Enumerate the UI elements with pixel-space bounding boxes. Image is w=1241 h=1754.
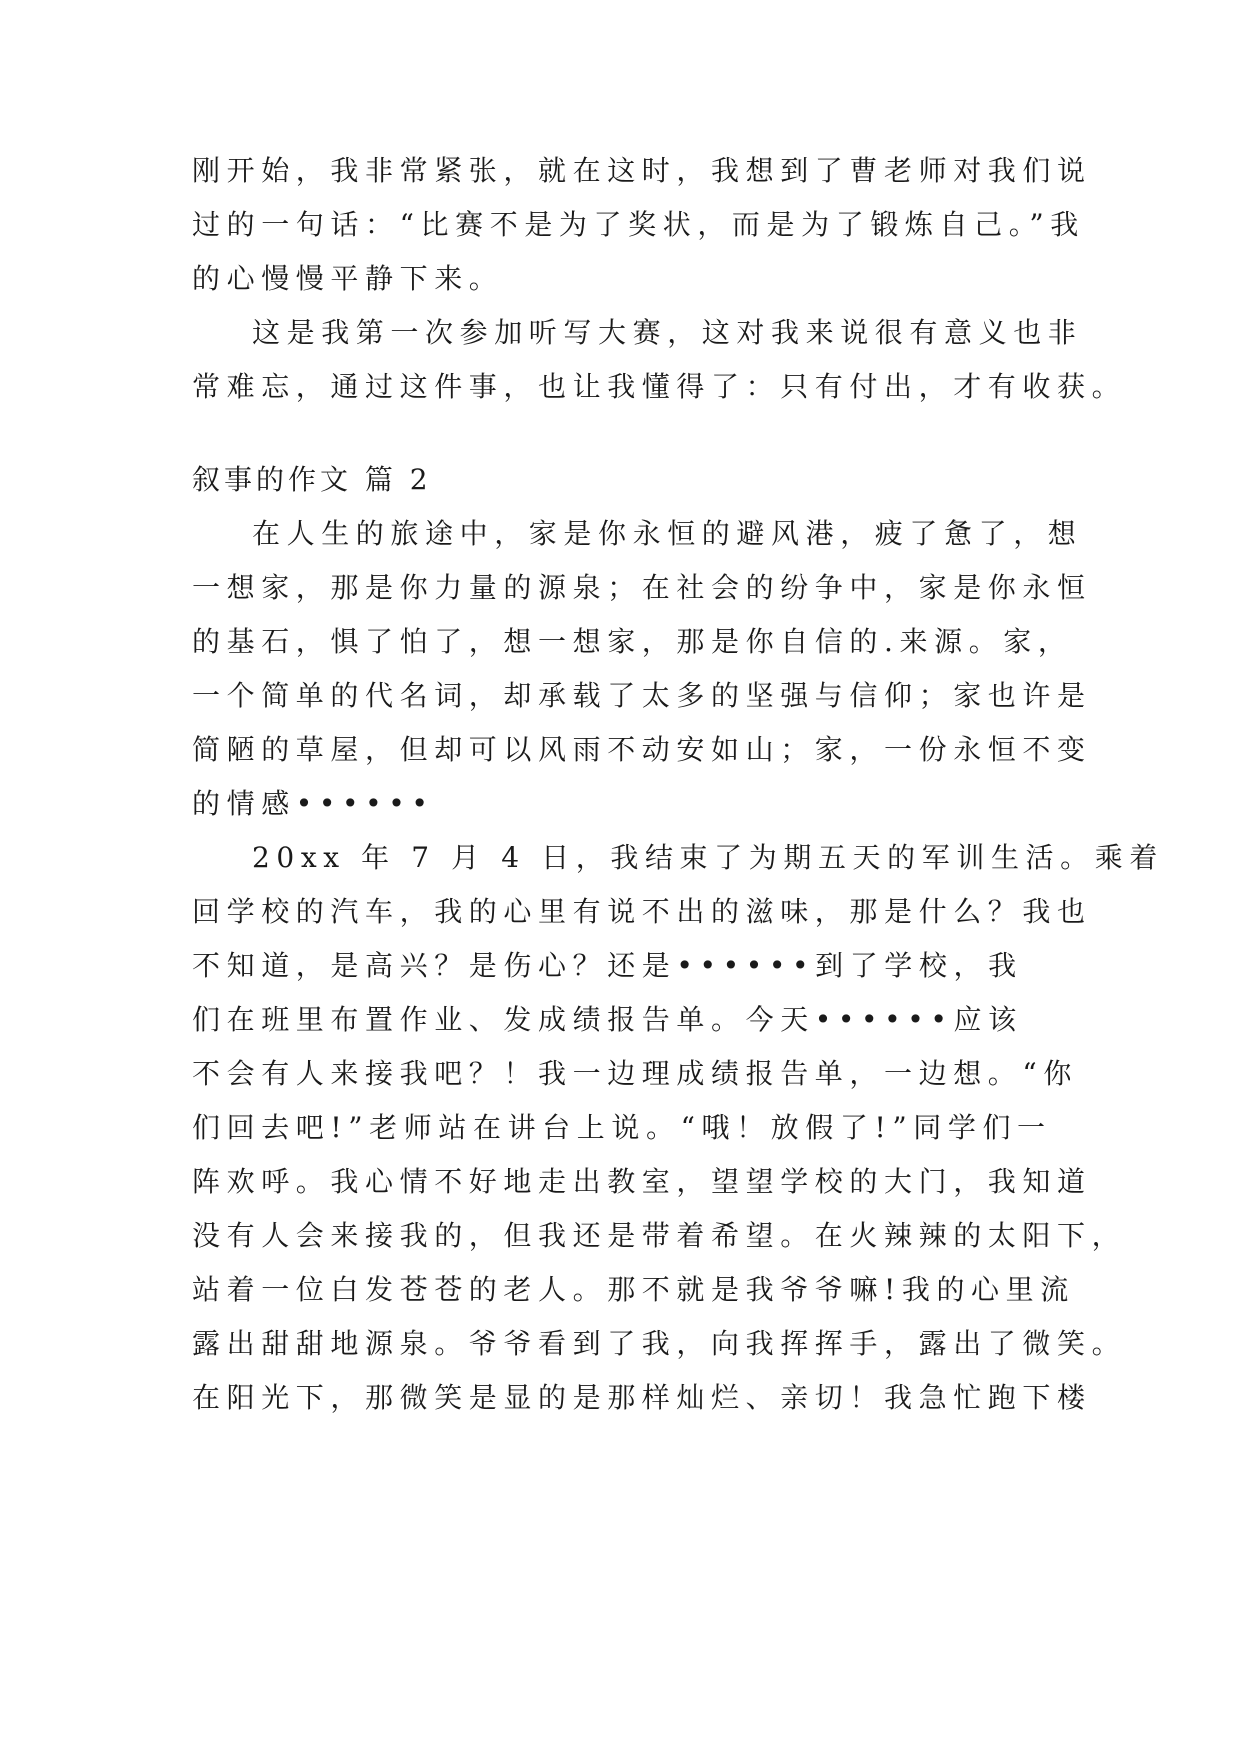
paragraph-line: 在阳光下，那微笑是显的是那样灿烂、亲切！我急忙跑下楼	[192, 1381, 1092, 1414]
paragraph-line: 刚开始，我非常紧张，就在这时，我想到了曹老师对我们说	[192, 154, 1092, 187]
paragraph-line: 露出甜甜地源泉。爷爷看到了我，向我挥挥手，露出了微笑。	[192, 1327, 1127, 1360]
paragraph-line: 在人生的旅途中，家是你永恒的避风港，疲了惫了，想	[252, 517, 1083, 550]
paragraph-line: 的情感••••••	[192, 787, 435, 820]
paragraph-line: 们在班里布置作业、发成绩报告单。今天••••••应该	[192, 1003, 1023, 1036]
paragraph-line: 们回去吧!”老师站在讲台上说。“哦！放假了!”同学们一	[192, 1111, 1052, 1144]
paragraph-line: 过的一句话：“比赛不是为了奖状，而是为了锻炼自己。”我	[192, 208, 1085, 241]
paragraph-line: 回学校的汽车，我的心里有说不出的滋味，那是什么？我也	[192, 895, 1092, 928]
section-heading: 叙事的作文 篇 2	[192, 463, 432, 496]
paragraph-line: 一想家，那是你力量的源泉；在社会的纷争中，家是你永恒	[192, 571, 1092, 604]
paragraph-line: 这是我第一次参加听写大赛，这对我来说很有意义也非	[252, 316, 1083, 349]
paragraph-line: 一个简单的代名词，却承载了太多的坚强与信仰；家也许是	[192, 679, 1092, 712]
paragraph-line: 不会有人来接我吧？！我一边理成绩报告单，一边想。“你	[192, 1057, 1078, 1090]
paragraph-line: 简陋的草屋，但却可以风雨不动安如山；家，一份永恒不变	[192, 733, 1092, 766]
paragraph-line: 不知道，是高兴？是伤心？还是••••••到了学校，我	[192, 949, 1023, 982]
paragraph-line: 的心慢慢平静下来。	[192, 262, 504, 295]
paragraph-line: 20xx 年 7 月 4 日，我结束了为期五天的军训生活。乘着	[252, 841, 1164, 874]
paragraph-line: 站着一位白发苍苍的老人。那不就是我爷爷嘛!我的心里流	[192, 1273, 1075, 1306]
paragraph-line: 阵欢呼。我心情不好地走出教室，望望学校的大门，我知道	[192, 1165, 1092, 1198]
paragraph-line: 常难忘，通过这件事，也让我懂得了：只有付出，才有收获。	[192, 370, 1127, 403]
paragraph-line: 的基石，惧了怕了，想一想家，那是你自信的.来源。家，	[192, 625, 1073, 658]
paragraph-line: 没有人会来接我的，但我还是带着希望。在火辣辣的太阳下，	[192, 1219, 1127, 1252]
